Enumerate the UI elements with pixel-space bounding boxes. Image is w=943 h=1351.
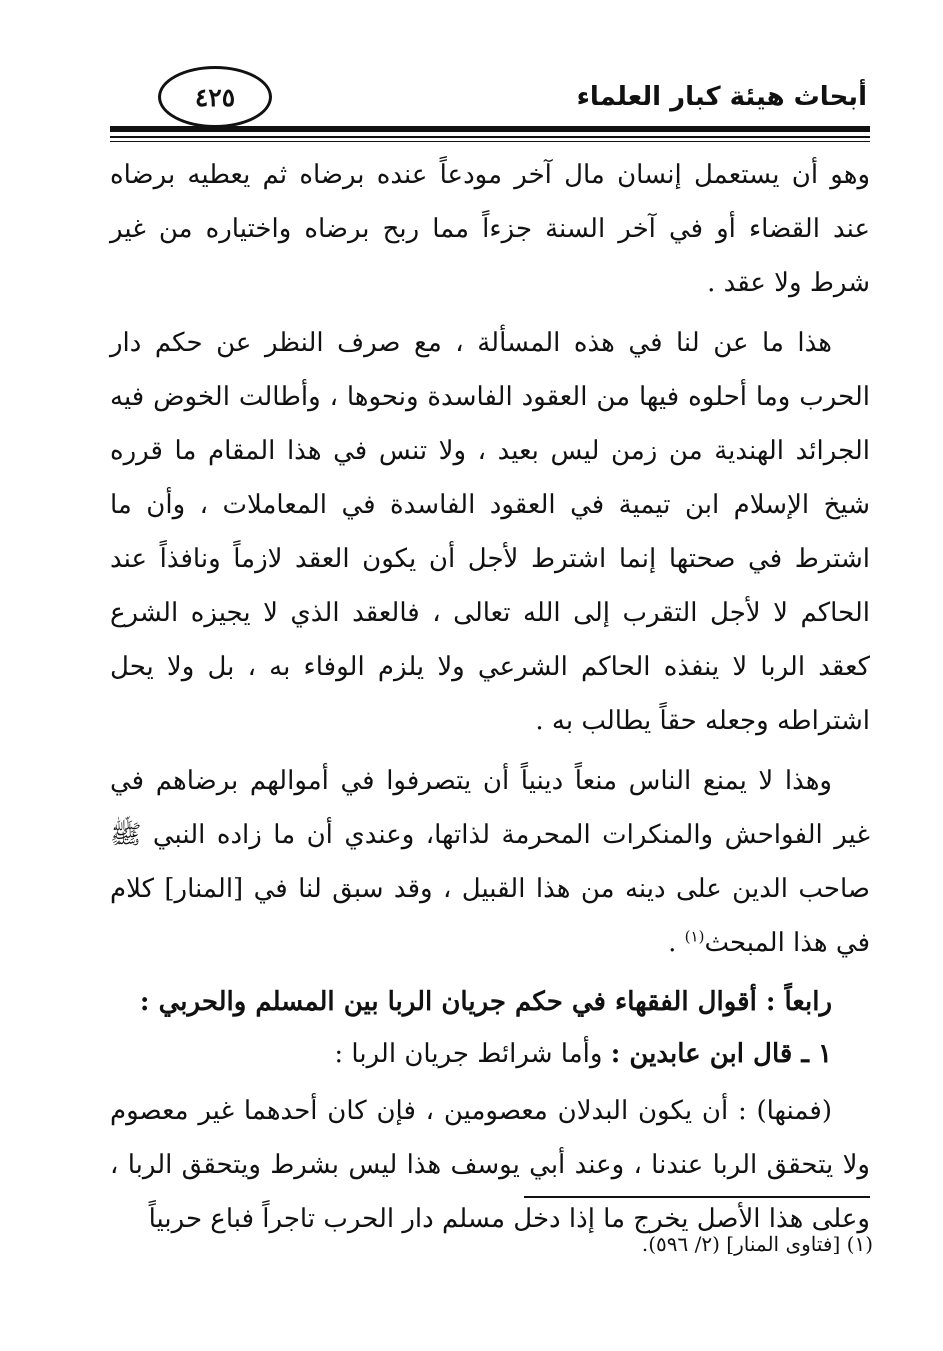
paragraph-2: هذا ما عن لنا في هذه المسألة ، مع صرف النظر عن حكم دار الحرب وما أحلوه فيها من العقود الفاسدة ونحوها ، وأطالت الخوض فيه الجرائد الهندية من زمن ليس بعيد ، ولا تنس في هذا المقام ما قرره شيخ الإسلام ابن تيمية في العقود الفاسدة في المعاملات ، وأن ما اشترط في صحتها إنما اشترط لأجل أن يكون العقد لازماً ونافذاً عند الحاكم لا لأجل التقرب إلى الله تعالى ، فالعقد الذي لا يجيزه الشرع كعقد الربا لا ينفذه الحاكم الشرعي ولا يلزم الوفاء به ، بل ولا يحل اشتراطه وجعله حقاً يطالب به . <box>110 328 870 736</box>
paragraph-1: وهو أن يستعمل إنسان مال آخر مودعاً عنده برضاه ثم يعطيه برضاه عند القضاء أو في آخر السنة جزءاً مما ربح برضاه واختياره من غير شرط ولا عقد . <box>110 160 870 298</box>
header-rule-thick <box>110 126 870 132</box>
body-text <box>110 148 870 1252</box>
paragraph-3 <box>110 754 870 970</box>
header-rule-hairline <box>110 141 870 142</box>
header-rule-thin <box>110 136 870 138</box>
running-title: أبحاث هيئة كبار العلماء <box>576 82 867 112</box>
page-number-oval <box>158 66 272 128</box>
list-item-1-label: ١ ـ قال ابن عابدين : <box>610 1039 832 1069</box>
footnote-ref: (١) <box>684 927 705 946</box>
list-item-1-text: وأما شرائط جريان الربا : <box>334 1039 611 1069</box>
list-item-1 <box>110 1028 870 1080</box>
paragraph-3-text: وهذا لا يمنع الناس منعاً دينياً أن يتصرفوا في أموالهم برضاهم في غير الفواحش والمنكرات المحرمة لذاتها، وعندي أن ما زاده النبي ﷺ صاحب الدين على دينه من هذا القبيل ، وقد سبق لنا في [المنار] كلام في هذا المبحث <box>110 766 870 958</box>
footnote: (١) [فتاوى المنار] (٢/ ٥٩٦). <box>641 1232 873 1256</box>
paragraph-4: (فمنها) : أن يكون البدلان معصومين ، فإن كان أحدهما غير معصوم ولا يتحقق الربا عندنا ، وعند أبي يوسف هذا ليس بشرط ويتحقق الربا ، وعلى هذا الأصل يخرج ما إذا دخل مسلم دار الحرب تاجراً فباع حربياً <box>110 1096 870 1234</box>
paragraph-3-end: . <box>668 928 685 958</box>
page-number: ٤٢٥ <box>194 82 236 112</box>
footnote-separator <box>524 1196 870 1198</box>
section-heading: رابعاً : أقوال الفقهاء في حكم جريان الربا بين المسلم والحربي : <box>139 987 832 1017</box>
